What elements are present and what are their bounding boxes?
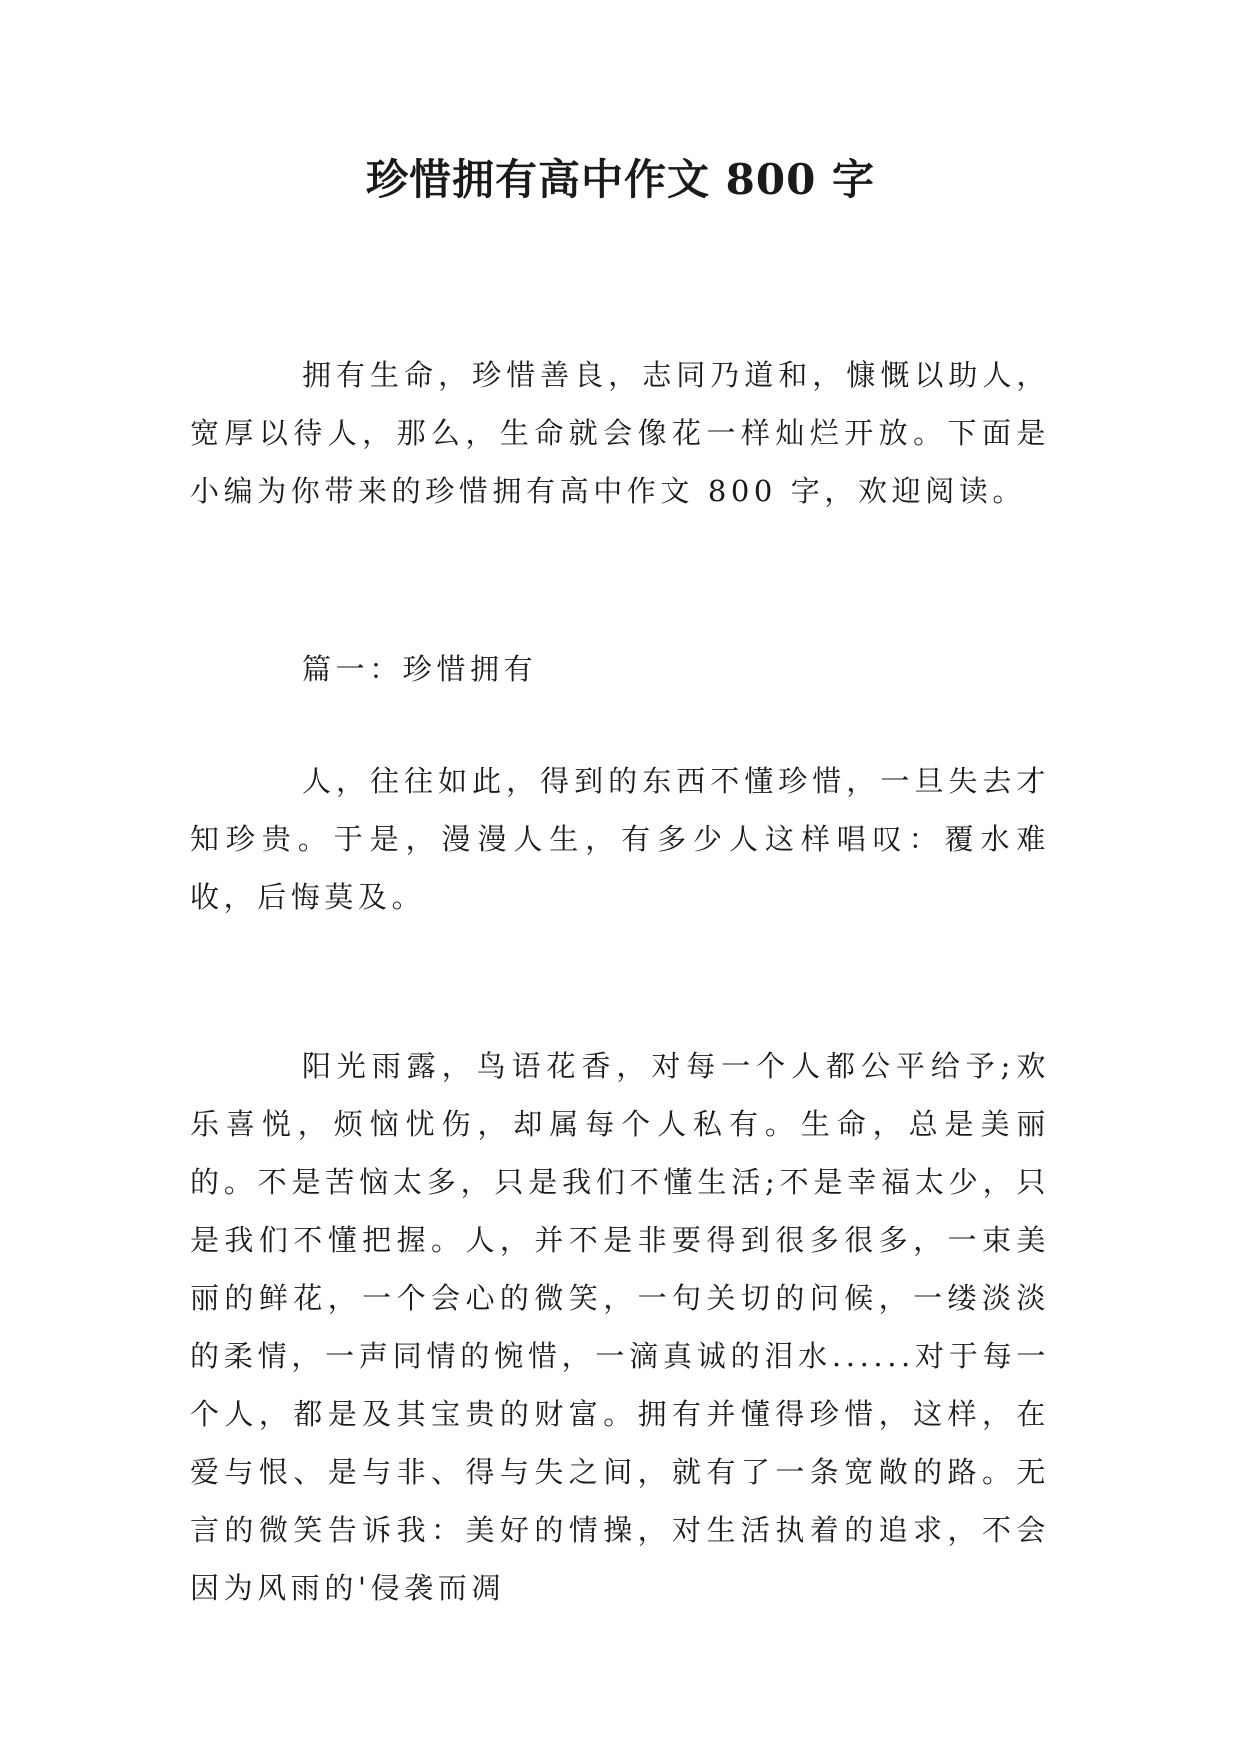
intro-paragraph: 拥有生命，珍惜善良，志同乃道和，慷慨以助人，宽厚以待人，那么，生命就会像花一样灿烂开放。下面是小编为你带来的珍惜拥有高中作文 800 字，欢迎阅读。 bbox=[190, 358, 1050, 508]
body-paragraph: 阳光雨露，鸟语花香，对每一个人都公平给予;欢乐喜悦，烦恼忧伤，却属每个人私有。生命，总是美丽的。不是苦恼太多，只是我们不懂生活;不是幸福太少，只是我们不懂把握。人，并不是非要得到很多很多，一束美丽的鲜花，一个会心的微笑，一句关切的问候，一缕淡淡的柔情，一声同情的惋惜，一滴真诚的泪水......对于每一个人，都是及其宝贵的财富。拥有并懂得珍惜，这样，在爱与恨、是与非、得与失之间，就有了一条宽敞的路。无言的微笑告诉我：美好的情操，对生活执着的追求，不会因为风雨的'侵袭而凋 bbox=[190, 1049, 1050, 1605]
document-title: 珍惜拥有高中作文 800 字 bbox=[366, 155, 875, 204]
body-paragraph: 人，往往如此，得到的东西不懂珍惜，一旦失去才知珍贵。于是，漫漫人生，有多少人这样唱叹：覆水难收，后悔莫及。 bbox=[190, 764, 1050, 914]
section-heading: 篇一：珍惜拥有 bbox=[302, 652, 538, 686]
